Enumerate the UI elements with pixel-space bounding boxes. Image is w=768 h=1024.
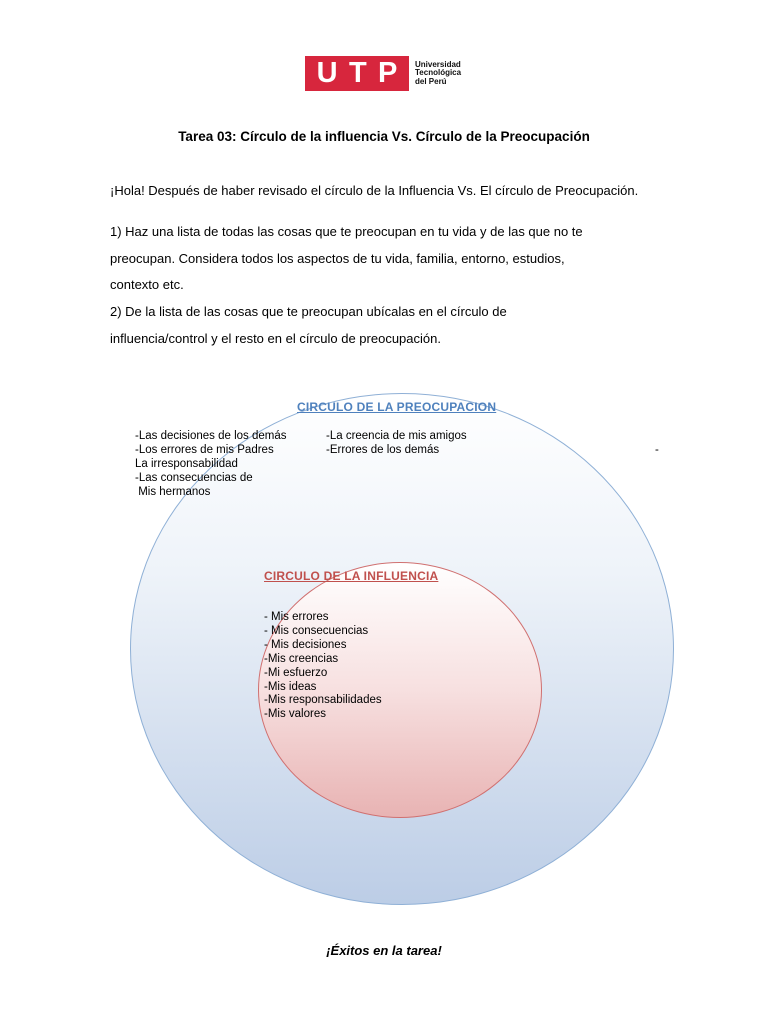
influence-circle-label: CIRCULO DE LA INFLUENCIA (264, 569, 439, 583)
influence-item: - Mis decisiones (264, 638, 347, 651)
concern-item: -La creencia de mis amigos (326, 430, 467, 442)
influence-item: - Mis consecuencias (264, 624, 369, 637)
stray-dash: - (655, 444, 659, 456)
step2-line2: influencia/control y el resto en el círculo de preocupación. (110, 331, 441, 346)
closing-message: ¡Éxitos en la tarea! (326, 943, 442, 958)
step1-line3: contexto etc. (110, 277, 184, 292)
influence-item: -Mis responsabilidades (264, 694, 382, 707)
concern-item: Mis hermanos (135, 486, 211, 498)
concern-circle-label: CIRCULO DE LA PREOCUPACION (297, 400, 497, 414)
logo-letter-t: T (348, 57, 367, 89)
logo-letter-u: U (316, 57, 338, 89)
influence-item: -Mis ideas (264, 680, 317, 693)
concern-item: -Las consecuencias de (135, 472, 253, 484)
step2-line1: 2) De la lista de las cosas que te preocupan ubícalas en el círculo de (110, 304, 507, 319)
influence-item: -Mis creencias (264, 652, 339, 665)
step1-line1: 1) Haz una lista de todas las cosas que te preocupan en tu vida y de las que no te (110, 224, 583, 239)
logo-university-name (415, 61, 461, 87)
logo-letter-p: P (377, 57, 398, 89)
page-title: Tarea 03: Círculo de la influencia Vs. Círculo de la Preocupación (178, 129, 590, 144)
logo-line-3: del Perú (415, 76, 447, 86)
intro-text: ¡Hola! Después de haber revisado el círculo de la Influencia Vs. El círculo de Preocupación. (110, 183, 639, 198)
step1-line2: preocupan. Considera todos los aspectos de tu vida, familia, entorno, estudios, (110, 251, 565, 266)
utp-logo-box (305, 56, 409, 91)
concern-item: -Errores de los demás (326, 444, 440, 456)
logo-line-1: Universidad (415, 59, 461, 69)
influence-list (264, 611, 382, 722)
influence-item: -Mis valores (264, 708, 326, 721)
influence-item: -Mi esfuerzo (264, 666, 328, 679)
influence-item: - Mis errores (264, 611, 329, 623)
logo-line-2: Tecnológica (415, 68, 462, 78)
concern-item: La irresponsabilidad (135, 458, 238, 470)
concern-item: -Las decisiones de los demás (135, 430, 287, 442)
concern-item: -Los errores de mis Padres (135, 444, 274, 456)
utp-logo (305, 56, 461, 91)
